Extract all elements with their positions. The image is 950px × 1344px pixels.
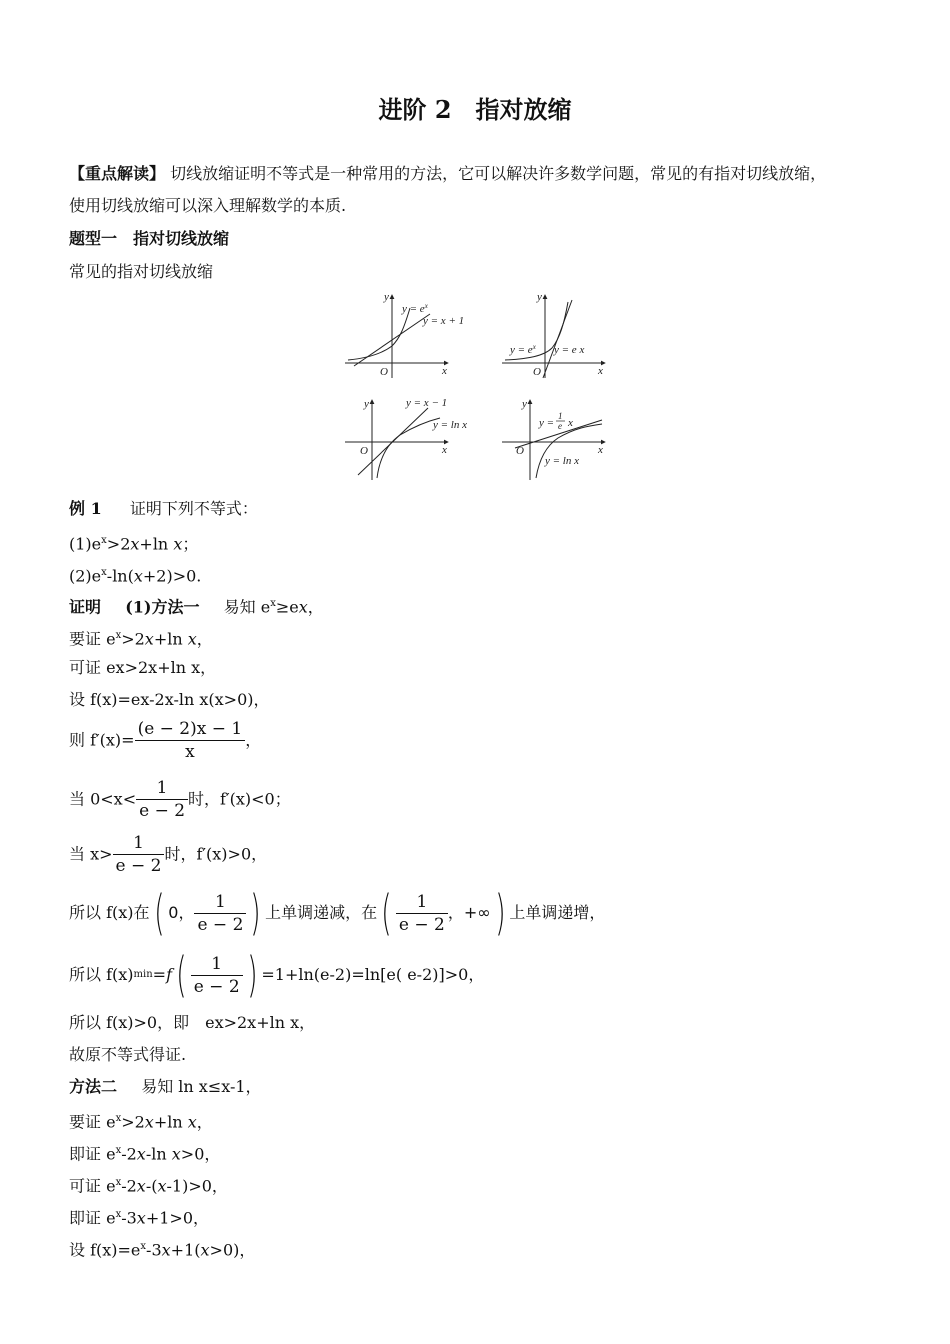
example-heading	[69, 498, 258, 520]
figure-3-origin-label: O	[360, 445, 368, 457]
proof-line-1: 证明 (1)方法一 易知 $e^x\ge ex$，	[69, 597, 324, 617]
proof-line-3: 可证 ex>2x+ln x，	[69, 658, 217, 677]
figure-1-y-axis-label: y	[384, 291, 389, 303]
figure-1	[345, 291, 464, 378]
proof-line-7: 当 x> $\frac{1}{e - 2}$ 时，f′(x)>0，	[69, 833, 268, 876]
figure-3-label-line: y = x − 1	[406, 397, 448, 409]
figure-3-x-axis-label: x	[442, 444, 447, 456]
example-label: 例 1	[69, 499, 102, 518]
figure-1-x-axis-label: x	[442, 365, 447, 377]
intro-line-2: 使用切线放缩可以深入理解数学的本质.	[69, 196, 347, 215]
example-text: 证明下列不等式：	[129, 499, 258, 518]
critical-point-fraction-1: $\frac{1}{e - 2}$	[136, 777, 188, 822]
figure-4-label-num: 1	[558, 411, 563, 421]
derivative-fraction: $\frac{(e - 2)x - 1}{x}$	[135, 718, 246, 763]
proof-label: 证明	[69, 597, 102, 617]
proof-line-14: 即证 $e^x-2x-\ln$ x>0，	[69, 1144, 221, 1164]
proof-line-11: 故原不等式得证.	[69, 1045, 187, 1064]
figure-1-origin-label: O	[380, 366, 388, 378]
figure-4-y-axis-label: y	[522, 398, 527, 410]
proof-line-2: 要证 $e^x>2x+\ln$ x，	[69, 629, 213, 649]
proof-line-16: 即证 $e^x-3x+1>0$，	[69, 1208, 210, 1228]
figure-4-label-log: y = ln x	[545, 455, 579, 467]
method-one-label: (1)方法一	[125, 597, 200, 617]
proof-line-9: 所以 f(x)min=f( $\frac{1}{e - 2}$ ) =1+ln(e-2)=ln[e( e-2)]>0，	[69, 947, 485, 1003]
example-item-2: $(2)e^x-\ln(x+2)>0$.	[69, 566, 202, 586]
figure-2-origin-label: O	[533, 366, 541, 378]
figure-2-label-line: y = e x	[554, 344, 585, 356]
page-title: 进阶 2 指对放缩	[378, 95, 572, 124]
figure-2-y-axis-label: y	[537, 291, 542, 303]
method-two-label: 方法二	[69, 1077, 118, 1096]
example-item-1: $(1)e^x>2x+\ln$ x；	[69, 534, 199, 554]
intro-line-1	[69, 163, 826, 185]
figure-1-label-line: y = x + 1	[423, 315, 465, 327]
figure-3	[345, 397, 467, 480]
figure-4-label-pre: y =	[539, 417, 555, 429]
proof-line-10: 所以 f(x)>0，即 ex>2x+ln x，	[69, 1013, 316, 1032]
section-heading: 题型一 指对切线放缩	[69, 229, 230, 248]
proof-line-4: 设 f(x)=ex-2x-ln x(x>0)，	[69, 690, 270, 709]
figure-2-label-exp: $y = e^x$	[510, 343, 536, 356]
proof-line-6: 当 0<x< $\frac{1}{e - 2}$ 时，f′(x)<0；	[69, 778, 291, 821]
figure-4-label-post: x	[568, 417, 573, 429]
figure-4-x-axis-label: x	[598, 444, 603, 456]
figure-4-origin-label: O	[516, 445, 524, 457]
figure-2	[502, 291, 605, 378]
proof-line-5: 则 f′(x)= $\frac{(e - 2)x - 1}{x}$ ，	[69, 719, 262, 762]
figure-3-y-axis-label: y	[364, 398, 369, 410]
intro-text-1: 切线放缩证明不等式是一种常用的方法，它可以解决许多数学问题，常见的有指对切线放缩，	[170, 164, 827, 183]
proof-line-8: 所以 f(x)在( 0， $\frac{1}{e - 2}$ ) 上单调递减，在( $\frac{1}{e - 2}$ ，+∞) 上单调递增，	[69, 885, 606, 941]
figure-1-label-exp: $y = e^x$	[402, 302, 428, 315]
critical-point-fraction-2: $\frac{1}{e - 2}$	[113, 832, 165, 877]
proof-line-13: 要证 $e^x>2x+\ln$ x，	[69, 1112, 213, 1132]
intro-tag: 【重点解读】	[69, 164, 166, 183]
tangent-figures	[340, 290, 615, 485]
figure-4	[502, 398, 605, 480]
proof-line-15: 可证 $e^x-2x-(x-1)>0$，	[69, 1176, 228, 1196]
proof-line-17: 设 $f(x)=e^x-3x+1(x>0)$，	[69, 1240, 256, 1260]
figure-3-label-log: y = ln x	[433, 419, 467, 431]
proof-line-12: 方法二 易知 ln x≤x-1，	[69, 1077, 262, 1096]
figure-4-label-den: e	[558, 421, 562, 431]
section-subheading: 常见的指对切线放缩	[69, 262, 214, 281]
figure-2-x-axis-label: x	[598, 365, 603, 377]
